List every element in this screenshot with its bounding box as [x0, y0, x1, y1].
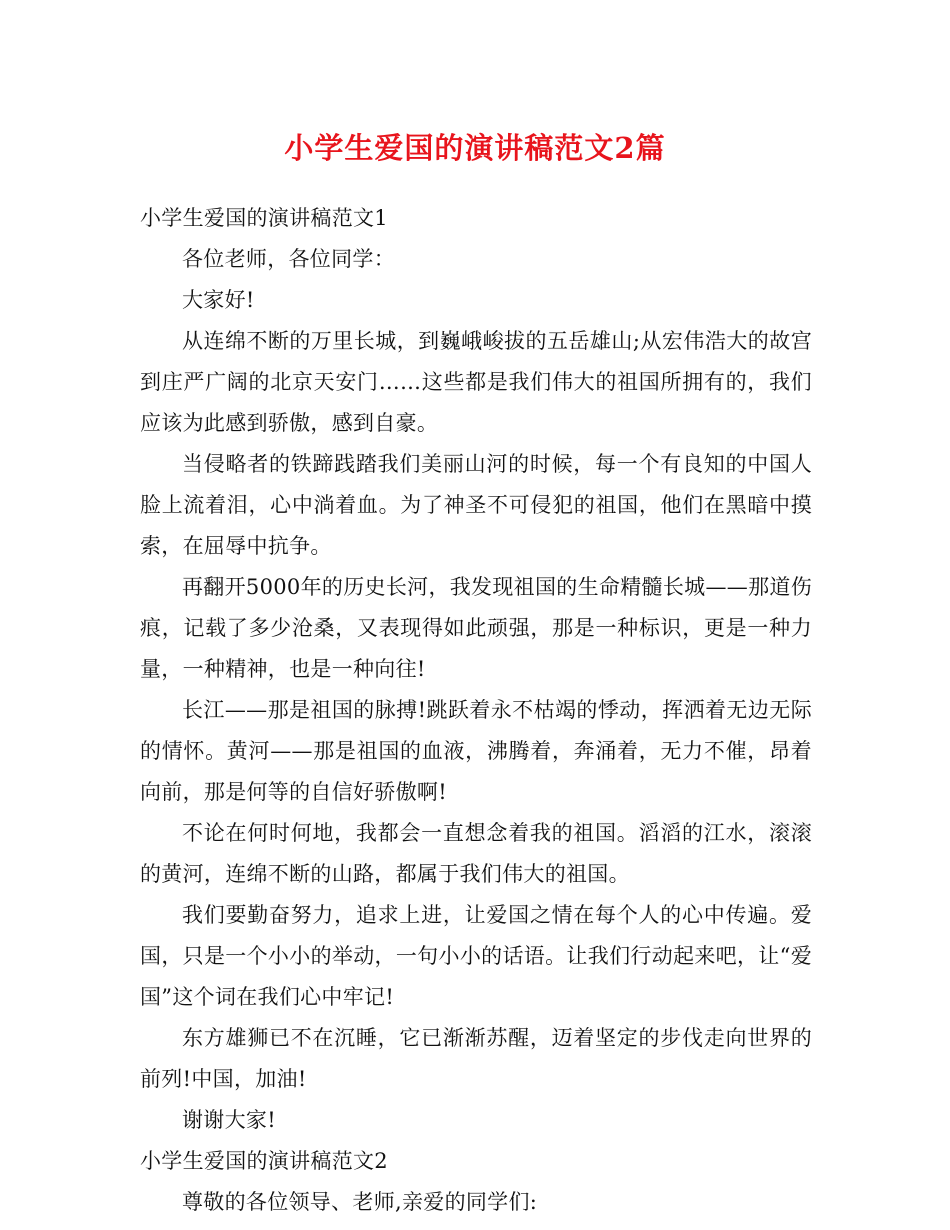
section-heading: 小学生爱国的演讲稿范文1: [140, 206, 388, 230]
paragraph: 东方雄狮已不在沉睡，它已渐渐苏醒，迈着坚定的步伐走向世界的前列!中国，加油!: [140, 1026, 812, 1091]
paragraph: 大家好!: [182, 288, 255, 312]
paragraph: 长江——那是祖国的脉搏!跳跃着永不枯竭的悸动，挥洒着无边无际的情怀。黄河——那是祖国的血液，沸腾着，奔涌着，无力不催，昂着向前，那是何等的自信好骄傲啊!: [140, 698, 812, 804]
paragraph: 各位老师，各位同学：: [182, 247, 395, 271]
paragraph: 当侵略者的铁蹄践踏我们美丽山河的时候，每一个有良知的中国人脸上流着泪，心中淌着血。为了神圣不可侵犯的祖国，他们在黑暗中摸索，在屈辱中抗争。: [140, 452, 812, 558]
paragraph: 尊敬的各位领导、老师,亲爱的同学们:: [182, 1190, 538, 1214]
paragraph: 谢谢大家!: [182, 1108, 276, 1132]
document-title: 小学生爱国的演讲稿范文2篇: [284, 131, 666, 165]
paragraph: 再翻开5000年的历史长河，我发现祖国的生命精髓长城——那道伤痕，记载了多少沧桑，又表现得如此顽强，那是一种标识，更是一种力量，一种精神，也是一种向往!: [140, 575, 812, 681]
paragraph: 我们要勤奋努力，追求上进，让爱国之情在每个人的心中传遍。爱国，只是一个小小的举动，一句小小的话语。让我们行动起来吧，让“爱国”这个词在我们心中牢记!: [140, 903, 812, 1009]
section-heading: 小学生爱国的演讲稿范文2: [140, 1149, 388, 1173]
paragraph: 从连绵不断的万里长城，到巍峨峻拔的五岳雄山;从宏伟浩大的故宫到庄严广阔的北京天安门……这些都是我们伟大的祖国所拥有的，我们应该为此感到骄傲，感到自豪。: [140, 329, 812, 435]
document-body: [140, 198, 812, 1223]
paragraph: 不论在何时何地，我都会一直想念着我的祖国。滔滔的江水，滚滚的黄河，连绵不断的山路，都属于我们伟大的祖国。: [140, 821, 812, 886]
